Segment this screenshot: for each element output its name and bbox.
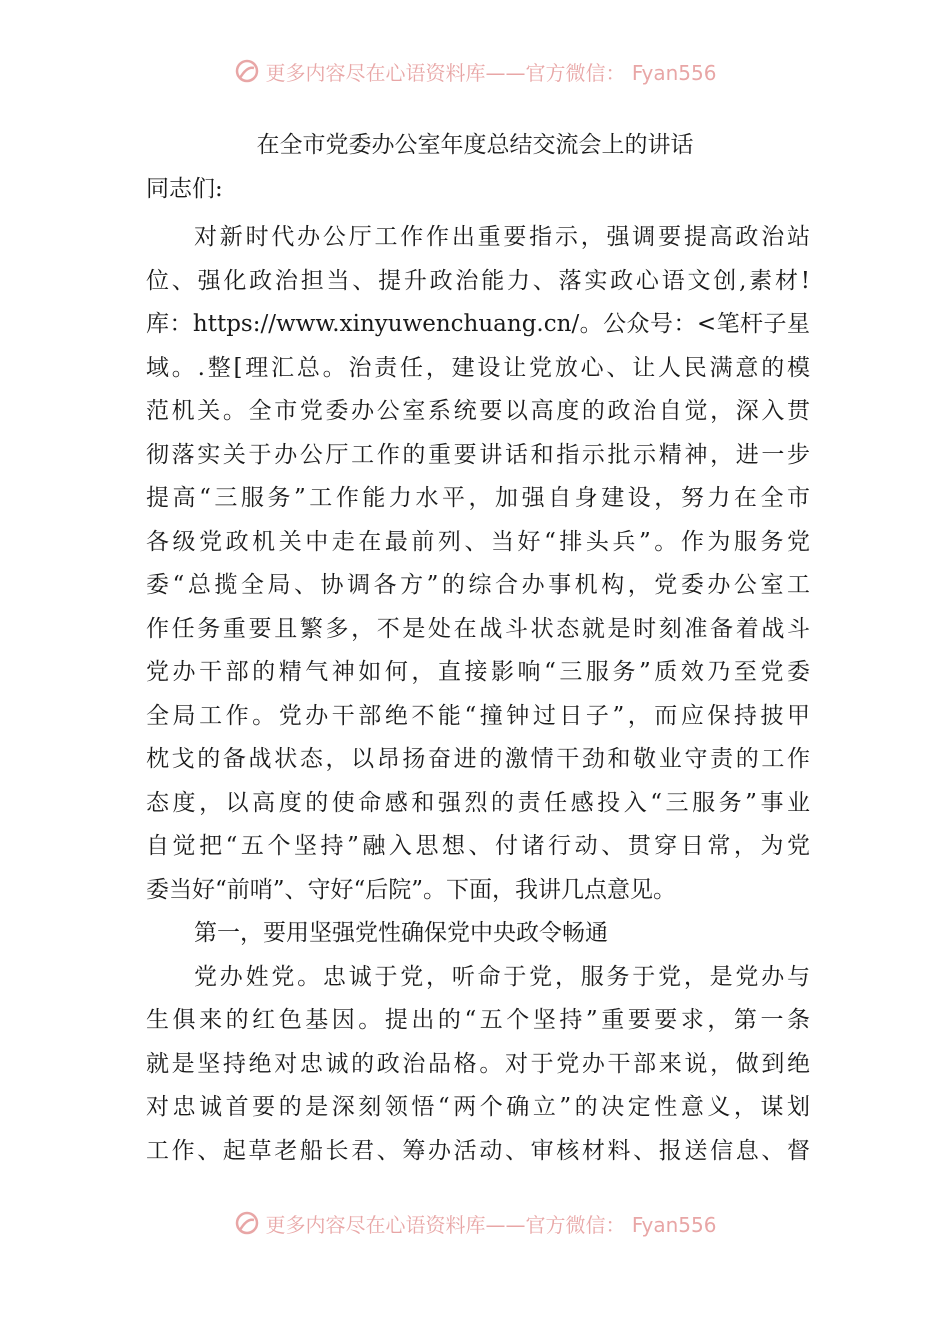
text-line: 彻落实关于办公厅工作的重要讲话和指示批示精神，进一步 xyxy=(146,441,810,468)
text-line: 自觉把“五个坚持”融入思想、付诸行动、贯穿日常，为党 xyxy=(146,833,810,859)
text-line: 对忠诚首要的是深刻领悟“两个确立”的决定性意义，谋划 xyxy=(146,1094,810,1120)
text-line: 工作、起草老船长君、筹办活动、审核材料、报送信息、督 xyxy=(146,1137,810,1164)
text-line: 生俱来的红色基因。提出的“五个坚持”重要要求，第一条 xyxy=(146,1007,810,1033)
section-heading: 第一，要用坚强党性确保党中央政令畅通 xyxy=(194,920,608,946)
greeting: 同志们: xyxy=(146,176,223,202)
text-line: 作任务重要且繁多，不是处在战斗状态就是时刻准备着战斗 xyxy=(146,615,810,642)
logo-icon xyxy=(234,58,260,84)
text-line: 委当好“前哨”、守好“后院”。下面，我讲几点意见。 xyxy=(146,876,677,903)
text-line: 党办干部的精气神如何，直接影响“三服务”质效乃至党委 xyxy=(146,659,810,685)
text-line: 对新时代办公厅工作作出重要指示，强调要提高政治站 xyxy=(194,224,810,250)
text-line: 态度，以高度的使命感和强烈的责任感投入“三服务”事业 xyxy=(146,789,810,816)
watermark-footer xyxy=(0,1208,950,1238)
watermark-text: 更多内容尽在心语资料库——官方微信： Fyan556 xyxy=(265,60,717,85)
logo-icon xyxy=(234,1210,260,1236)
text-line: 就是坚持绝对忠诚的政治品格。对于党办干部来说，做到绝 xyxy=(146,1050,810,1077)
watermark-header xyxy=(0,56,950,86)
text-line: 范机关。全市党委办公室系统要以高度的政治自觉，深入贯 xyxy=(146,398,810,424)
watermark-text: 更多内容尽在心语资料库——官方微信： Fyan556 xyxy=(265,1212,717,1237)
text-line: 提高“三服务”工作能力水平，加强自身建设，努力在全市 xyxy=(146,485,810,511)
text-line: 委“总揽全局、协调各方”的综合办事机构，党委办公室工 xyxy=(146,572,810,598)
text-line: 各级党政机关中走在最前列、当好“排头兵”。作为服务党 xyxy=(146,528,810,555)
text-line: 全局工作。党办干部绝不能“撞钟过日子”，而应保持披甲 xyxy=(146,702,810,729)
text-line: 域。.整[理汇总。治责任，建设让党放心、让人民满意的模 xyxy=(146,354,810,381)
text-line: 枕戈的备战状态，以昂扬奋进的激情干劲和敬业守责的工作 xyxy=(146,746,810,772)
text-line: 库：https://www.xinyuwenchuang.cn/。公众号：<笔杆子星 xyxy=(146,311,810,337)
text-line: 位、强化政治担当、提升政治能力、落实政心语文创,素材! xyxy=(146,267,810,294)
text-line: 党办姓党。忠诚于党，听命于党，服务于党，是党办与 xyxy=(194,963,810,990)
document-body xyxy=(146,216,810,1173)
document-title: 在全市党委办公室年度总结交流会上的讲话 xyxy=(256,132,694,158)
